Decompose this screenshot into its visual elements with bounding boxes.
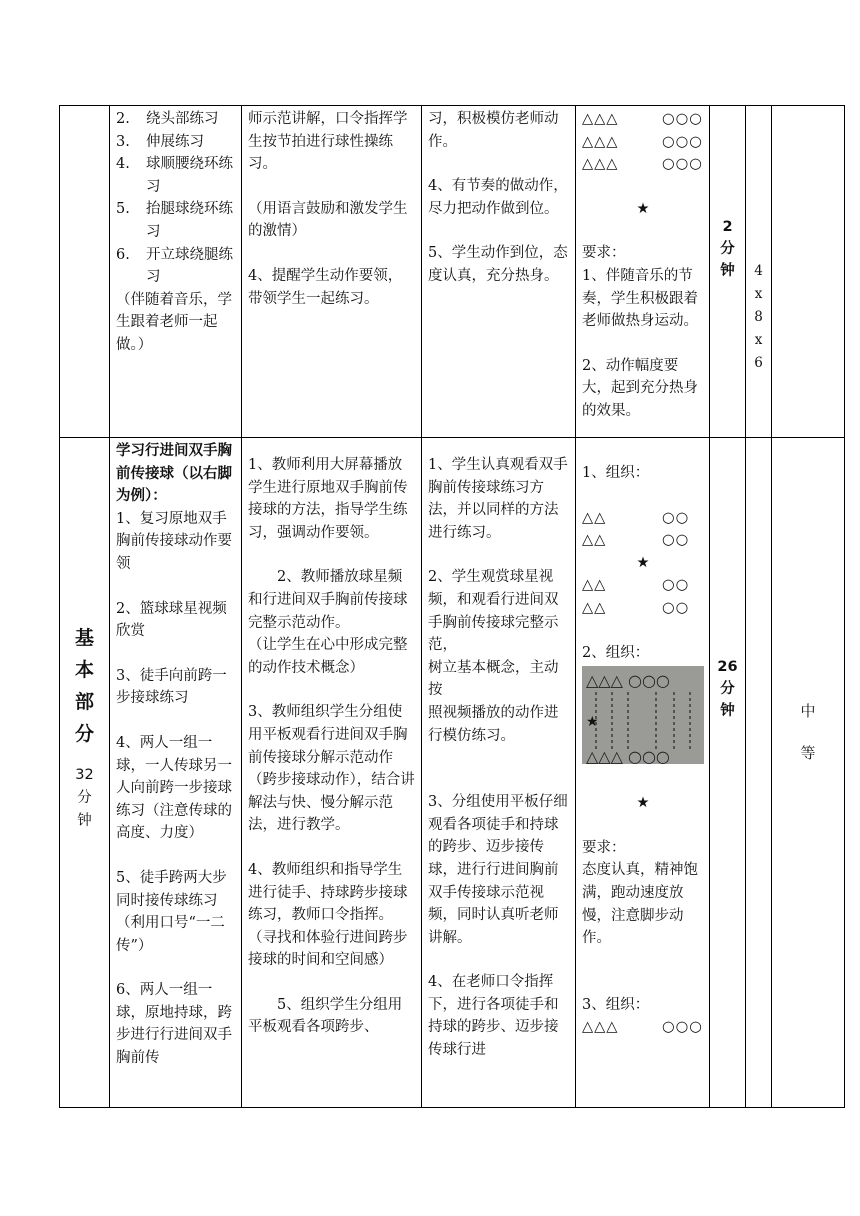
teacher-text: 1、教师利用大屏幕播放学生进行原地双手胸前传接球的方法，指导学生练习，强调动作要领。 [248, 457, 408, 541]
list-item: 2. 绕头部练习 [116, 111, 219, 127]
reps-char: 6 [754, 355, 763, 371]
reps-cell [746, 106, 772, 438]
reps-char: x [754, 286, 763, 302]
list-item: 6. 开立球绕腿练习 [116, 246, 233, 286]
student-text: 3、分组使用平板仔细观看各项徒手和持球的跨步、迈步接传球，进行行进间胸前双手传接球示范视频，同时认真听老师讲解。 [428, 794, 568, 946]
content-title: 学习行进间双手胸前传接球（以右脚为例）： [116, 442, 232, 505]
teacher-star-icon: ★ [636, 554, 650, 571]
formation-row: △△ ○○ [582, 532, 690, 549]
org1-label: 1、组织： [582, 465, 650, 481]
formation-row: △△△ ○○○ [582, 1019, 703, 1036]
time-unit: 钟 [720, 263, 735, 279]
content-item: 5、徒手跨两大步同时接传球练习（利用口号“一二传”） [116, 869, 227, 954]
content-item: 6、两人一组一球，原地持球，跨步进行行进间双手胸前传 [116, 982, 232, 1067]
teacher-activity-cell [242, 438, 422, 1108]
content-item: 3、徒手向前跨一步接球练习 [116, 667, 227, 707]
list-item: 5. 抬腿球绕环练习 [116, 201, 233, 240]
photo-star-icon: ★ [586, 714, 599, 731]
requirement-text: 态度认真，精神饱满，跑动速度放慢，注意脚步动作。 [582, 862, 698, 947]
reps-cell-empty [746, 438, 772, 1108]
time-unit: 钟 [720, 703, 735, 719]
teacher-text: 4、教师组织和指导学生进行徒手、持球跨步接球练习，教师口令指挥。 [248, 861, 408, 924]
org3-label: 3、组织： [582, 996, 650, 1013]
teacher-text: （寻找和体验行进间跨步接球的时间和空间感） [248, 929, 408, 969]
basic-part-row [60, 438, 845, 1108]
teacher-text: 3、教师组织学生分组使用平板观看行进间双手胸前传接球分解示范动作（跨步接球动作），结合讲解法与快、慢分解示范法，进行教学。 [248, 704, 415, 834]
photo-bottom-row: △△△ ○○○ [586, 747, 670, 765]
time-unit: 分 [720, 241, 735, 257]
formation-row: △△△ ○○○ [582, 156, 703, 173]
time-cell [710, 438, 746, 1108]
org2-label: 2、组织： [582, 644, 650, 661]
requirement-text: 1、伴随音乐的节奏，学生积极跟着老师做热身运动。 [582, 267, 698, 330]
reps-char: 4 [754, 263, 763, 279]
lesson-plan-table [59, 105, 845, 1108]
photo-top-row: △△△ ○○○ [586, 671, 670, 691]
time-value: 2 [722, 219, 733, 235]
warmup-steps [116, 108, 236, 289]
evaluation-char: 等 [800, 744, 816, 762]
time-value: 26 [717, 659, 738, 675]
formation-row: △△ ○○ [582, 577, 690, 594]
student-text: 照视频播放的动作进行模仿练习。 [428, 704, 559, 744]
requirements-label: 要求： [582, 839, 626, 856]
section-minutes-unit: 分 [77, 790, 92, 806]
student-activity-cell [422, 106, 576, 438]
section-minutes: 32 [75, 767, 94, 783]
section-minutes-unit: 钟 [77, 813, 92, 829]
content-item: 2、篮球球星视频欣赏 [116, 600, 227, 640]
evaluation-cell [772, 438, 845, 1108]
content-item: 4、两人一组一球，一人传球另一人向前跨一步接球练习（注意传球的高度、力度） [116, 734, 232, 842]
reps-char: 8 [754, 309, 763, 325]
student-text: 5、学生动作到位，态度认真，充分热身。 [428, 245, 568, 284]
student-activity-cell [422, 438, 576, 1108]
formation-row: △△△ ○○○ [582, 111, 703, 127]
formation-photo [582, 666, 704, 764]
teacher-text: 师示范讲解，口令指挥学生按节拍进行球性操练习。 [248, 111, 408, 173]
student-text: 树立基本概念，主动按 [428, 659, 559, 699]
evaluation-cell-empty [772, 106, 845, 438]
section-cell [60, 438, 110, 1108]
warmup-row [60, 106, 845, 438]
student-text: 1、学生认真观看双手胸前传接球练习方法，并以同样的方法进行练习。 [428, 457, 568, 541]
student-text: 2、学生观赏球星视频，和观看行进间双手胸前传接球完整示范， [428, 569, 559, 654]
list-item: 4. 球顺腰绕环练习 [116, 156, 233, 195]
content-cell [110, 106, 242, 438]
teacher-star-icon: ★ [636, 795, 650, 812]
section-char: 本 [74, 659, 94, 681]
teacher-text: （用语言鼓励和激发学生的激情） [248, 200, 408, 240]
evaluation-char: 中 [800, 702, 816, 720]
teacher-text: 4、提醒学生动作要领，带领学生一起练习。 [248, 267, 403, 307]
formation-row: △△△ ○○○ [582, 133, 703, 150]
formation-row: △△ ○○ [582, 509, 690, 526]
section-char: 基 [74, 627, 94, 649]
reps-char: x [754, 332, 763, 348]
student-text: 4、有节奏的做动作，尽力把动作做到位。 [428, 178, 568, 217]
time-cell [710, 106, 746, 438]
section-cell-empty [60, 106, 110, 438]
organization-cell [576, 438, 710, 1108]
student-text: 习，积极模仿老师动作。 [428, 111, 559, 150]
requirement-text: 2、动作幅度要大，起到充分热身的效果。 [582, 357, 698, 419]
formation-row: △△ ○○ [582, 599, 690, 616]
teacher-activity-cell [242, 106, 422, 438]
section-char: 分 [74, 723, 94, 745]
teacher-text: 2、教师播放球星频和行进间双手胸前传接球完整示范动作。 [248, 569, 408, 631]
teacher-text: 5、组织学生分组用平板观看各项跨步、 [248, 996, 403, 1036]
time-unit: 分 [720, 681, 735, 697]
teacher-star-icon: ★ [636, 200, 650, 217]
list-item: 3. 伸展练习 [116, 133, 204, 150]
content-cell [110, 438, 242, 1108]
section-char: 部 [74, 691, 94, 713]
requirements-label: 要求： [582, 245, 626, 262]
content-item: 1、复习原地双手胸前传接球动作要领 [116, 510, 232, 572]
student-text: 4、在老师口令指挥下，进行各项徒手和持球的跨步、迈步接传球行进 [428, 974, 559, 1059]
teacher-text: （让学生在心中形成完整的动作技术概念） [248, 637, 408, 676]
organization-cell [576, 106, 710, 438]
content-note: （伴随着音乐，学生跟着老师一起做。） [116, 291, 232, 353]
